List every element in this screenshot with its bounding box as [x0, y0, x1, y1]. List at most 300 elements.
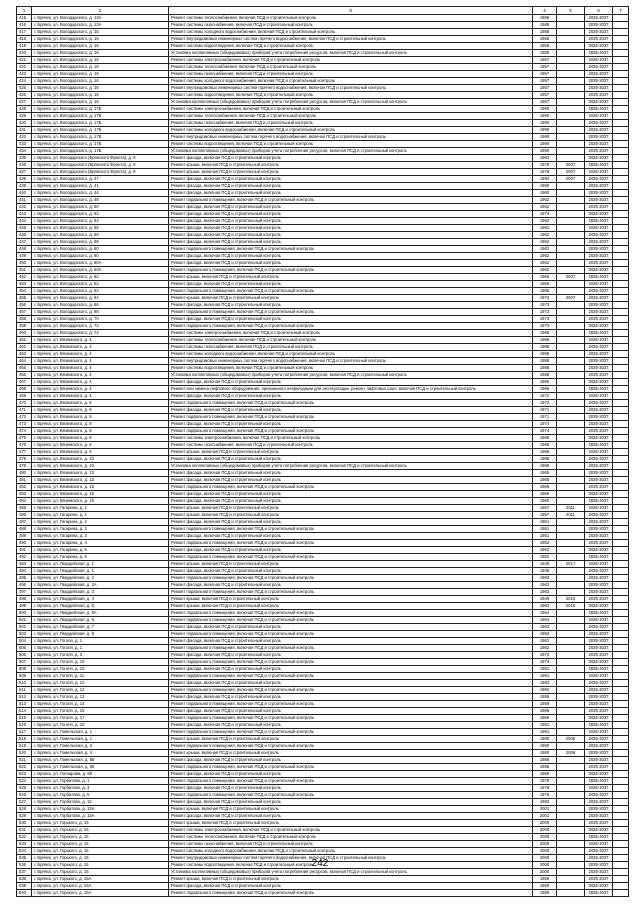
table-row — [17, 645, 629, 652]
last-repair-cell — [557, 50, 585, 57]
address-cell: г. Брянск, ул. Володарского, д. 58 — [32, 232, 169, 239]
last-repair-cell: 2016 — [557, 596, 585, 603]
planned-period-cell: 2035-2037 — [585, 337, 613, 344]
address-cell: г. Брянск, ул. Володарского, д. 60А — [32, 267, 169, 274]
work-type-cell: Ремонт фасада, включая ПСД и строительный контроль — [169, 218, 533, 225]
address-cell: г. Брянск, ул. Гоголя, д. 15 — [32, 708, 169, 715]
planned-period-cell: 2035-2037 — [585, 246, 613, 253]
year-built-cell: 1973 — [533, 295, 557, 302]
row-number: 528 — [17, 806, 32, 813]
year-built-cell: 1963 — [533, 575, 557, 582]
note-cell — [613, 316, 629, 323]
year-built-cell: 1962 — [533, 232, 557, 239]
table-row — [17, 666, 629, 673]
row-number: 450 — [17, 260, 32, 267]
address-cell: г. Брянск, ул. Володарского, д. 16 — [32, 71, 169, 78]
year-built-cell: 1949 — [533, 596, 557, 603]
last-repair-cell — [557, 141, 585, 148]
last-repair-cell — [557, 708, 585, 715]
planned-period-cell: 2035-2037 — [585, 463, 613, 470]
row-number: 517 — [17, 729, 32, 736]
year-built-cell: 1978 — [533, 778, 557, 785]
note-cell — [613, 729, 629, 736]
work-type-cell: Ремонт фасада, включая ПСД и строительный контроль — [169, 708, 533, 715]
row-number: 530 — [17, 820, 32, 827]
last-repair-cell — [557, 36, 585, 43]
year-built-cell: 1951 — [533, 526, 557, 533]
note-cell — [613, 379, 629, 386]
note-cell — [613, 162, 629, 169]
row-number: 461 — [17, 337, 32, 344]
work-type-cell: Ремонт фасада, включая ПСД и строительный контроль — [169, 260, 533, 267]
address-cell: г. Брянск, ул. Володарского, д. 15 — [32, 36, 169, 43]
planned-period-cell: 2035-2037 — [585, 99, 613, 106]
year-built-cell: 1957 — [533, 71, 557, 78]
note-cell — [613, 43, 629, 50]
work-type-cell: Ремонт фасада, включая ПСД и строительный контроль — [169, 680, 533, 687]
planned-period-cell: 2035-2037 — [585, 407, 613, 414]
planned-period-cell: 2035-2037 — [585, 575, 613, 582]
last-repair-cell: 2007 — [557, 169, 585, 176]
row-number: 498 — [17, 596, 32, 603]
address-cell: г. Брянск, ул. Горбатова, д. 3 — [32, 785, 169, 792]
note-cell — [613, 673, 629, 680]
row-number: 455 — [17, 295, 32, 302]
year-built-cell: 1986 — [533, 764, 557, 771]
note-cell — [613, 512, 629, 519]
row-number: 443 — [17, 211, 32, 218]
table-row — [17, 267, 629, 274]
work-type-cell: Ремонт крыши, включая ПСД и строительный контроль — [169, 162, 533, 169]
year-built-cell: 1969 — [533, 771, 557, 778]
year-built-cell: 1957 — [533, 505, 557, 512]
table-row — [17, 701, 629, 708]
planned-period-cell: 2035-2037 — [585, 372, 613, 379]
note-cell — [613, 211, 629, 218]
last-repair-cell — [557, 526, 585, 533]
work-type-cell: Ремонт крыши, включая ПСД и строительный контроль — [169, 505, 533, 512]
note-cell — [613, 323, 629, 330]
year-built-cell: 1973 — [533, 323, 557, 330]
planned-period-cell: 2035-2037 — [585, 841, 613, 848]
row-number: 473 — [17, 421, 32, 428]
address-cell: г. Брянск, ул. Вяземского, д. 8 — [32, 421, 169, 428]
last-repair-cell — [557, 414, 585, 421]
planned-period-cell: 2035-2037 — [585, 554, 613, 561]
planned-period-cell: 2035-2037 — [585, 526, 613, 533]
table-row — [17, 64, 629, 71]
table-row — [17, 743, 629, 750]
note-cell — [613, 435, 629, 442]
address-cell: г. Брянск, ул. Гоголя, д. 1 — [32, 638, 169, 645]
table-row — [17, 589, 629, 596]
planned-period-cell: 2035-2037 — [585, 78, 613, 85]
last-repair-cell — [557, 218, 585, 225]
table-row — [17, 498, 629, 505]
note-cell — [613, 239, 629, 246]
work-type-cell: Ремонт фасада, включая ПСД и строительный контроль — [169, 757, 533, 764]
planned-period-cell: 2035-2037 — [585, 351, 613, 358]
address-cell: г. Брянск, ул. Горбатова, д. 13 — [32, 799, 169, 806]
planned-period-cell: 2035-2037 — [585, 127, 613, 134]
year-built-cell: 1988 — [533, 365, 557, 372]
work-type-cell: Ремонт подвального помещения, включая ПСД и строительный контроль — [169, 687, 533, 694]
year-built-cell: 1978 — [533, 162, 557, 169]
planned-period-cell: 2035-2037 — [585, 617, 613, 624]
work-type-cell: Ремонт фасада, включая ПСД и строительный контроль — [169, 785, 533, 792]
planned-period-cell: 2035-2037 — [585, 218, 613, 225]
note-cell — [613, 582, 629, 589]
row-number: 529 — [17, 813, 32, 820]
table-row — [17, 176, 629, 183]
work-type-cell: Ремонт подвального помещения, включая ПСД и строительный контроль — [169, 540, 533, 547]
row-number: 419 — [17, 43, 32, 50]
row-number: 467 — [17, 379, 32, 386]
last-repair-cell — [557, 358, 585, 365]
planned-period-cell: 2035-2037 — [585, 869, 613, 876]
note-cell — [613, 687, 629, 694]
table-row — [17, 624, 629, 631]
work-type-cell: Ремонт фасада, включая ПСД и строительный контроль — [169, 799, 533, 806]
address-cell: г. Брянск, ул. Володарского, д. 68 — [32, 309, 169, 316]
last-repair-cell — [557, 155, 585, 162]
row-number: 489 — [17, 533, 32, 540]
table-row — [17, 547, 629, 554]
note-cell — [613, 106, 629, 113]
table-row — [17, 631, 629, 638]
last-repair-cell — [557, 456, 585, 463]
work-type-cell: Ремонт подвального помещения, включая ПСД и строительный контроль — [169, 701, 533, 708]
row-number: 524 — [17, 778, 32, 785]
address-cell: г. Брянск, ул. Володарского, д. 62 — [32, 274, 169, 281]
note-cell — [613, 15, 629, 22]
work-type-cell: Ремонт системы теплоснабжения, включая ПСД и строительный контроль — [169, 113, 533, 120]
note-cell — [613, 127, 629, 134]
table-row — [17, 883, 629, 890]
table-row — [17, 15, 629, 22]
planned-period-cell: 2035-2037 — [585, 736, 613, 743]
table-row — [17, 316, 629, 323]
work-type-cell: Ремонт крыши, включая ПСД и строительный контроль — [169, 596, 533, 603]
year-built-cell: 1957 — [533, 78, 557, 85]
row-number: 519 — [17, 743, 32, 750]
last-repair-cell — [557, 666, 585, 673]
planned-period-cell: 2035-2037 — [585, 883, 613, 890]
last-repair-cell — [557, 288, 585, 295]
table-row — [17, 302, 629, 309]
year-built-cell: 1960 — [533, 498, 557, 505]
table-row — [17, 232, 629, 239]
address-cell: г. Брянск, ул. Гвардейская, д. 2 — [32, 575, 169, 582]
work-type-cell: Ремонт фасада, включая ПСД и строительный контроль — [169, 316, 533, 323]
year-built-cell: 1958 — [533, 36, 557, 43]
work-type-cell: Ремонт крыши, включая ПСД и строительный контроль — [169, 820, 533, 827]
planned-period-cell: 2035-2037 — [585, 694, 613, 701]
row-number: 522 — [17, 764, 32, 771]
address-cell: г. Брянск, ул. Володарского, д. 72 — [32, 323, 169, 330]
address-cell: г. Брянск, ул. Гомельская, д. 1 — [32, 729, 169, 736]
planned-period-cell: 2035-2037 — [585, 890, 613, 897]
note-cell — [613, 477, 629, 484]
address-cell: г. Брянск, ул. Вяземского, д. 15 — [32, 491, 169, 498]
table-row — [17, 568, 629, 575]
work-type-cell: Ремонт системы водоотведения, включая ПСД и строительный контроль — [169, 43, 533, 50]
work-type-cell: Ремонт внутридомовых инженерных систем горячего водоснабжения, включая ПСД и строительный контроль — [169, 358, 533, 365]
row-number: 477 — [17, 449, 32, 456]
year-built-cell: 2000 — [533, 827, 557, 834]
last-repair-cell — [557, 568, 585, 575]
row-number: 427 — [17, 99, 32, 106]
planned-period-cell: 2035-2037 — [585, 610, 613, 617]
table-row — [17, 92, 629, 99]
row-number: 521 — [17, 757, 32, 764]
planned-period-cell: 2035-2037 — [585, 36, 613, 43]
note-cell — [613, 71, 629, 78]
last-repair-cell — [557, 638, 585, 645]
planned-period-cell: 2035-2037 — [585, 855, 613, 862]
address-cell: г. Брянск, ул. Гомельская, д. 1 — [32, 736, 169, 743]
planned-period-cell: 2035-2037 — [585, 757, 613, 764]
table-row — [17, 484, 629, 491]
table-row — [17, 22, 629, 29]
note-cell — [613, 351, 629, 358]
year-built-cell: 1988 — [533, 358, 557, 365]
note-cell — [613, 36, 629, 43]
row-number: 465 — [17, 365, 32, 372]
table-row — [17, 428, 629, 435]
year-built-cell: 1988 — [533, 344, 557, 351]
note-cell — [613, 169, 629, 176]
year-built-cell: 2000 — [533, 869, 557, 876]
year-built-cell: 1972 — [533, 400, 557, 407]
table-row — [17, 190, 629, 197]
year-built-cell: 1966 — [533, 491, 557, 498]
note-cell — [613, 253, 629, 260]
address-cell: г. Брянск, ул. Володарского, д. 56 — [32, 225, 169, 232]
work-type-cell: Ремонт подвального помещения, включая ПСД и строительный контроль — [169, 792, 533, 799]
work-type-cell: Ремонт системы газоснабжения, включая ПСД и строительный контроль — [169, 22, 533, 29]
last-repair-cell — [557, 92, 585, 99]
last-repair-cell — [557, 617, 585, 624]
work-type-cell: Ремонт крыши, включая ПСД и строительный контроль — [169, 736, 533, 743]
planned-period-cell: 2035-2037 — [585, 834, 613, 841]
work-type-cell: Ремонт системы электроснабжения, включая ПСД и строительный контроль — [169, 330, 533, 337]
planned-period-cell: 2035-2037 — [585, 729, 613, 736]
work-type-cell: Ремонт системы водоотведения, включая ПСД и строительный контроль — [169, 92, 533, 99]
year-built-cell: 1986 — [533, 757, 557, 764]
work-type-cell: Ремонт подвального помещения, включая ПСД и строительный контроль — [169, 715, 533, 722]
row-number: 474 — [17, 428, 32, 435]
row-number: 468 — [17, 386, 32, 393]
row-number: 506 — [17, 652, 32, 659]
work-type-cell: Ремонт системы электроснабжения, включая ПСД и строительный контроль — [169, 435, 533, 442]
address-cell: г. Брянск, ул. Вяземского, д. 8 — [32, 428, 169, 435]
table-row — [17, 260, 629, 267]
row-number: 481 — [17, 477, 32, 484]
planned-period-cell: 2035-2037 — [585, 771, 613, 778]
planned-period-cell: 2035-2037 — [585, 169, 613, 176]
planned-period-cell: 2035-2037 — [585, 64, 613, 71]
year-built-cell: 1960 — [533, 183, 557, 190]
note-cell — [613, 547, 629, 554]
address-cell: г. Брянск, ул. Вяземского, д. 4 — [32, 351, 169, 358]
table-row — [17, 841, 629, 848]
table-row — [17, 519, 629, 526]
address-cell: г. Брянск, ул. Вяземского, д. 4 — [32, 358, 169, 365]
year-built-cell: 1974 — [533, 428, 557, 435]
work-type-cell: Ремонт крыши, включая ПСД и строительный контроль — [169, 295, 533, 302]
note-cell — [613, 393, 629, 400]
work-type-cell: Ремонт системы холодного водоснабжения, включая ПСД и строительный контроль — [169, 351, 533, 358]
note-cell — [613, 778, 629, 785]
work-type-cell: Ремонт фасада, включая ПСД и строительный контроль — [169, 470, 533, 477]
work-type-cell: Установка коллективных (общедомовых) приборов учета потребления ресурсов, включая ПСД и строительный контроль — [169, 869, 533, 876]
planned-period-cell: 2035-2037 — [585, 85, 613, 92]
planned-period-cell: 2035-2037 — [585, 92, 613, 99]
row-number: 532 — [17, 834, 32, 841]
year-built-cell: 1974 — [533, 421, 557, 428]
last-repair-cell — [557, 71, 585, 78]
note-cell — [613, 64, 629, 71]
address-cell: г. Брянск, ул. Горького, д. 15 — [32, 855, 169, 862]
note-cell — [613, 652, 629, 659]
planned-period-cell: 2035-2037 — [585, 449, 613, 456]
planned-period-cell: 2035-2037 — [585, 701, 613, 708]
last-repair-cell — [557, 463, 585, 470]
work-type-cell: Ремонт системы теплоснабжения, включая ПСД и строительный контроль — [169, 64, 533, 71]
address-cell: г. Брянск, ул. Вяземского, д. 8 — [32, 442, 169, 449]
address-cell: г. Брянск, ул. Володарского, д. 16 — [32, 43, 169, 50]
row-number: 435 — [17, 155, 32, 162]
planned-period-cell: 2035-2037 — [585, 498, 613, 505]
note-cell — [613, 750, 629, 757]
row-number: 418 — [17, 36, 32, 43]
work-type-cell: Ремонт системы теплоснабжения, включая ПСД и строительный контроль — [169, 15, 533, 22]
address-cell: г. Брянск, ул. Горького, д. 15А — [32, 890, 169, 897]
work-type-cell: Ремонт фасада, включая ПСД и строительный контроль — [169, 568, 533, 575]
table-row — [17, 470, 629, 477]
year-built-cell: 1962 — [533, 638, 557, 645]
planned-period-cell: 2035-2037 — [585, 267, 613, 274]
address-cell: г. Брянск, ул. Вяземского, д. 19 — [32, 498, 169, 505]
planned-period-cell: 2035-2037 — [585, 666, 613, 673]
work-type-cell: Ремонт крыши, включая ПСД и строительный контроль — [169, 274, 533, 281]
row-number: 417 — [17, 29, 32, 36]
table-row — [17, 141, 629, 148]
row-number: 444 — [17, 218, 32, 225]
table-row — [17, 463, 629, 470]
address-cell: г. Брянск, ул. Володарского, д. 48 — [32, 197, 169, 204]
planned-period-cell: 2035-2037 — [585, 785, 613, 792]
last-repair-cell — [557, 85, 585, 92]
year-built-cell: 1962 — [533, 645, 557, 652]
row-number: 459 — [17, 323, 32, 330]
note-cell — [613, 218, 629, 225]
address-cell: г. Брянск, ул. Гвардейская, д. 5А — [32, 610, 169, 617]
note-cell — [613, 505, 629, 512]
planned-period-cell: 2035-2037 — [585, 134, 613, 141]
address-cell: г. Брянск, ул. Гоголя, д. 12 — [32, 680, 169, 687]
year-built-cell: 1957 — [533, 57, 557, 64]
address-cell: г. Брянск, ул. Володарского, д. 66 — [32, 302, 169, 309]
table-row — [17, 659, 629, 666]
address-cell: г. Брянск, ул. Гагарина, д. 4 — [32, 540, 169, 547]
address-cell: г. Брянск, ул. Гагарина, д. 5 — [32, 547, 169, 554]
year-built-cell: 2000 — [533, 841, 557, 848]
address-cell: г. Брянск, ул. Володарского, д. 13А — [32, 15, 169, 22]
note-cell — [613, 764, 629, 771]
last-repair-cell — [557, 876, 585, 883]
note-cell — [613, 785, 629, 792]
table-row — [17, 344, 629, 351]
last-repair-cell — [557, 302, 585, 309]
planned-period-cell: 2035-2037 — [585, 393, 613, 400]
planned-period-cell: 2035-2037 — [585, 190, 613, 197]
last-repair-cell — [557, 421, 585, 428]
row-number: 424 — [17, 78, 32, 85]
table-row — [17, 211, 629, 218]
work-type-cell: Ремонт фасада, включая ПСД и строительный контроль — [169, 239, 533, 246]
work-type-cell: Ремонт системы электроснабжения, включая ПСД и строительный контроль — [169, 106, 533, 113]
address-cell: г. Брянск, ул. Володарского (Брянского Фронта), д. 9 — [32, 155, 169, 162]
planned-period-cell: 2035-2037 — [585, 288, 613, 295]
address-cell: г. Брянск, ул. Гоголя, д. 3 — [32, 652, 169, 659]
note-cell — [613, 708, 629, 715]
work-type-cell: Ремонт фасада, включая ПСД и строительный контроль — [169, 666, 533, 673]
table-row — [17, 225, 629, 232]
note-cell — [613, 386, 629, 393]
note-cell — [613, 603, 629, 610]
row-number: 440 — [17, 190, 32, 197]
last-repair-cell — [557, 554, 585, 561]
work-type-cell: Ремонт системы водоотведения, включая ПСД и строительный контроль — [169, 141, 533, 148]
work-type-cell: Ремонт подвального помещения, включая ПСД и строительный контроль — [169, 575, 533, 582]
work-type-cell: Ремонт подвального помещения, включая ПСД и строительный контроль — [169, 288, 533, 295]
year-built-cell: 1988 — [533, 442, 557, 449]
last-repair-cell — [557, 29, 585, 36]
planned-period-cell: 2035-2037 — [585, 596, 613, 603]
year-built-cell: 1951 — [533, 519, 557, 526]
last-repair-cell — [557, 197, 585, 204]
last-repair-cell — [557, 15, 585, 22]
last-repair-cell — [557, 575, 585, 582]
table-row — [17, 43, 629, 50]
table-row — [17, 673, 629, 680]
note-cell — [613, 281, 629, 288]
planned-period-cell: 2035-2037 — [585, 512, 613, 519]
work-type-cell: Ремонт подвального помещения, включая ПСД и строительный контроль — [169, 589, 533, 596]
planned-period-cell: 2035-2037 — [585, 778, 613, 785]
row-number: 420 — [17, 50, 32, 57]
work-type-cell: Установка коллективных (общедомовых) приборов учета потребления ресурсов, включая ПСД и строительный контроль — [169, 463, 533, 470]
table-row — [17, 554, 629, 561]
work-type-cell: Установка коллективных (общедомовых) приборов учета потребления ресурсов, включая ПСД и строительный контроль — [169, 148, 533, 155]
row-number: 484 — [17, 498, 32, 505]
planned-period-cell: 2035-2037 — [585, 232, 613, 239]
row-number: 423 — [17, 71, 32, 78]
work-type-cell: Ремонт внутридомовых инженерных систем горячего водоснабжения, включая ПСД и строительный контроль — [169, 36, 533, 43]
work-type-cell: Ремонт системы водоотведения, включая ПСД и строительный контроль — [169, 365, 533, 372]
year-built-cell: 1971 — [533, 414, 557, 421]
note-cell — [613, 596, 629, 603]
work-type-cell: Ремонт фасада, включая ПСД и строительный контроль — [169, 883, 533, 890]
last-repair-cell — [557, 211, 585, 218]
table-row — [17, 365, 629, 372]
note-cell — [613, 771, 629, 778]
note-cell — [613, 57, 629, 64]
planned-period-cell: 2035-2037 — [585, 358, 613, 365]
planned-period-cell: 2035-2037 — [585, 274, 613, 281]
